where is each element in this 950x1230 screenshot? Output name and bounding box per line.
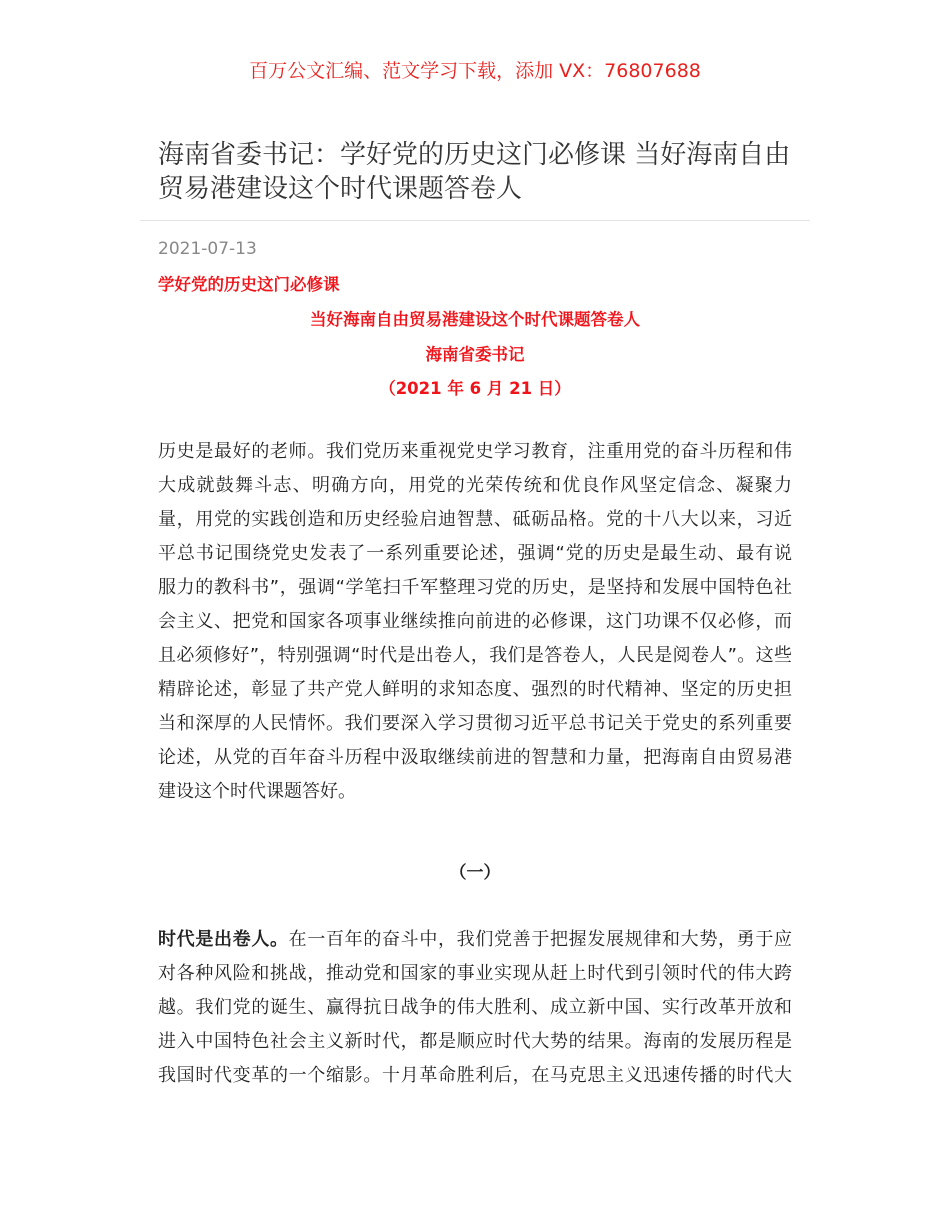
publish-date: 2021-07-13 xyxy=(158,239,257,259)
line: 服力的教科书”，强调“学笔扫千军整理习党的历史，是坚持和发展中国特色社 xyxy=(158,577,792,598)
line: 论述，从党的百年奋斗历程中汲取继续前进的智慧和力量，把海南自由贸易港 xyxy=(158,747,792,768)
subtitle-2: 当好海南自由贸易港建设这个时代课题答卷人 xyxy=(310,310,640,329)
line: 量，用党的实践创造和历史经验启迪智慧、砥砺品格。党的十八大以来，习近 xyxy=(158,509,792,530)
line-text: 在一百年的奋斗中，我们党善于把握发展规律和大势，勇于应 xyxy=(288,929,793,950)
paragraph-2 xyxy=(158,923,792,1093)
line: 精辟论述，彰显了共产党人鲜明的求知态度、强烈的时代精神、坚定的历史担 xyxy=(158,679,792,700)
line: 越。我们党的诞生、赢得抗日战争的伟大胜利、成立新中国、实行改革开放和 xyxy=(158,997,792,1018)
line: 平总书记围绕党史发表了一系列重要论述，强调“党的历史是最生动、最有说 xyxy=(158,543,792,564)
divider xyxy=(140,220,810,221)
line: 当和深厚的人民情怀。我们要深入学习贯彻习近平总书记关于党史的系列重要 xyxy=(158,713,792,734)
header-banner: 百万公文汇编、范文学习下载，添加 VX：76807688 xyxy=(249,60,701,82)
lead-phrase: 时代是出卷人。 xyxy=(158,929,289,950)
line xyxy=(158,923,792,957)
line: 历史是最好的老师。我们党历来重视党史学习教育，注重用党的奋斗历程和伟 xyxy=(158,441,792,462)
subtitle-1: 学好党的历史这门必修课 xyxy=(158,275,340,294)
author: 海南省委书记 xyxy=(425,345,525,364)
line: 会主义、把党和国家各项事业继续推向前进的必修课，这门功课不仅必修，而 xyxy=(158,611,792,632)
line: 进入中国特色社会主义新时代，都是顺应时代大势的结果。海南的发展历程是 xyxy=(158,1031,792,1052)
speech-date: （2021 年 6 月 21 日） xyxy=(379,379,571,398)
article-title: 海南省委书记：学好党的历史这门必修课 当好海南自由贸易港建设这个时代课题答卷人 xyxy=(158,140,791,204)
line: 且必须修好”，特别强调“时代是出卷人，我们是答卷人，人民是阅卷人”。这些 xyxy=(158,645,792,666)
line: 大成就鼓舞斗志、明确方向，用党的光荣传统和优良作风坚定信念、凝聚力 xyxy=(158,475,792,496)
section-heading: （一） xyxy=(449,863,501,883)
line: 建设这个时代课题答好。 xyxy=(158,781,356,802)
paragraph-1 xyxy=(158,435,792,809)
line: 我国时代变革的一个缩影。十月革命胜利后，在马克思主义迅速传播的时代大 xyxy=(158,1065,792,1086)
line: 对各种风险和挑战，推动党和国家的事业实现从赶上时代到引领时代的伟大跨 xyxy=(158,963,792,984)
